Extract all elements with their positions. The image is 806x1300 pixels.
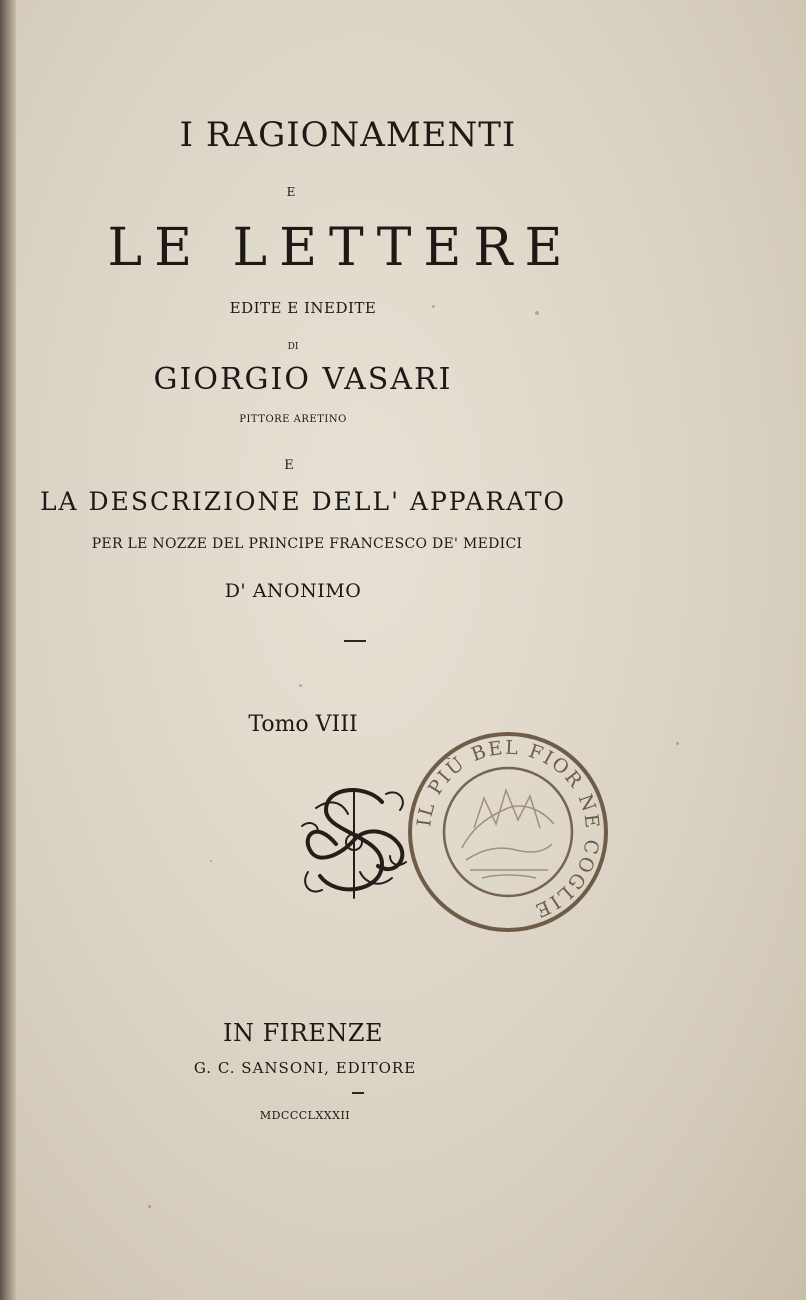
paper-fleck [299,684,302,687]
edition-note: EDITE E INEDITE [229,299,377,317]
preposition-di: DI [287,342,299,352]
publication-year: MDCCCLXXXII [259,1109,351,1122]
title-line-1: I RAGIONAMENTI [179,115,517,155]
library-stamp-icon [404,728,612,936]
volume-number: Tomo VIII [248,712,358,737]
svg-text:IL PIÙ BEL FIOR NE COGLIE [413,737,603,922]
paper-fleck [148,1205,151,1208]
conjunction-e-2: E [284,458,294,473]
publication-city: IN FIRENZE [222,1019,384,1047]
separator-rule [344,640,366,642]
description-author: D' ANONIMO [224,580,362,602]
separator-rule-2 [352,1092,364,1094]
description-title: LA DESCRIZIONE DELL' APPARATO [39,487,567,516]
publisher-monogram-icon [296,780,412,906]
description-subtitle: PER LE NOZZE DEL PRINCIPE FRANCESCO DE' MEDICI [91,536,523,552]
title-line-2: LE LETTERE [107,218,575,278]
paper-fleck [210,860,212,862]
stamp-inscription: IL PIÙ BEL FIOR NE COGLIE [413,736,604,923]
paper-fleck [676,742,679,745]
author-name: GIORGIO VASARI [153,362,453,397]
conjunction-e: E [286,185,296,199]
author-role: PITTORE ARETINO [239,414,347,425]
publisher-name: G. C. SANSONI, EDITORE [193,1059,417,1077]
